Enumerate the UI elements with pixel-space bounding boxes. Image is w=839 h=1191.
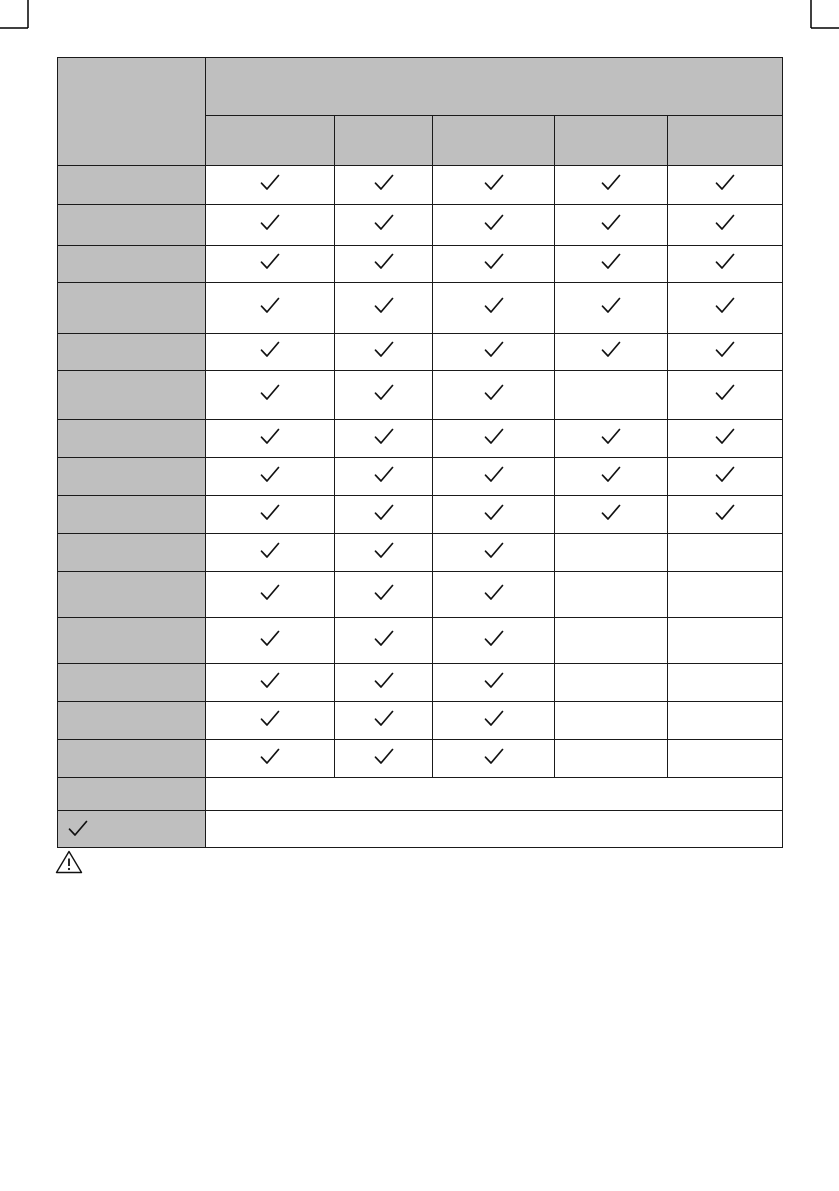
table-row bbox=[58, 205, 783, 246]
table-cell bbox=[335, 496, 433, 534]
table-cell bbox=[206, 458, 335, 496]
checkmark-icon bbox=[374, 672, 394, 689]
checkmark-icon bbox=[260, 542, 280, 559]
row-label bbox=[58, 283, 206, 334]
table-cell bbox=[555, 534, 668, 572]
checkmark-icon bbox=[715, 384, 735, 401]
checkmark-icon bbox=[374, 253, 394, 270]
row-label bbox=[58, 166, 206, 205]
table-cell bbox=[668, 740, 783, 778]
table-cell bbox=[206, 740, 335, 778]
checkmark-icon bbox=[484, 214, 504, 231]
table-cell bbox=[433, 283, 555, 334]
table-row bbox=[58, 283, 783, 334]
table-cell bbox=[433, 246, 555, 283]
footer-text bbox=[206, 778, 783, 811]
table-cell bbox=[433, 334, 555, 371]
table-cell bbox=[668, 496, 783, 534]
checkmark-icon bbox=[715, 297, 735, 314]
table-cell bbox=[335, 420, 433, 458]
checkmark-icon bbox=[715, 341, 735, 358]
checkmark-icon bbox=[374, 214, 394, 231]
row-label bbox=[58, 572, 206, 618]
row-label bbox=[58, 740, 206, 778]
checkmark-icon bbox=[260, 214, 280, 231]
column-header-2 bbox=[335, 116, 433, 166]
table-cell bbox=[555, 371, 668, 420]
checkmark-icon bbox=[715, 174, 735, 191]
row-label bbox=[58, 420, 206, 458]
checkmark-icon bbox=[484, 253, 504, 270]
table-cell bbox=[433, 702, 555, 740]
table-cell bbox=[668, 572, 783, 618]
table-cell bbox=[668, 371, 783, 420]
checkmark-icon bbox=[374, 584, 394, 601]
checkmark-icon bbox=[374, 542, 394, 559]
table-cell bbox=[335, 246, 433, 283]
checkmark-icon bbox=[260, 710, 280, 727]
table-cell bbox=[433, 496, 555, 534]
checkmark-icon bbox=[484, 428, 504, 445]
table-cell bbox=[433, 166, 555, 205]
table-cell bbox=[335, 702, 433, 740]
table-cell bbox=[206, 246, 335, 283]
checkmark-icon bbox=[715, 428, 735, 445]
table-cell bbox=[335, 283, 433, 334]
checkmark-icon bbox=[484, 542, 504, 559]
checkmark-icon bbox=[260, 428, 280, 445]
column-header-1 bbox=[206, 116, 335, 166]
checkmark-icon bbox=[260, 253, 280, 270]
table-cell bbox=[206, 420, 335, 458]
checkmark-icon bbox=[374, 710, 394, 727]
table-cell bbox=[335, 458, 433, 496]
warning-triangle-icon bbox=[55, 850, 83, 874]
table-cell bbox=[433, 458, 555, 496]
row-label bbox=[58, 534, 206, 572]
checkmark-icon bbox=[484, 710, 504, 727]
table-cell bbox=[668, 458, 783, 496]
table-cell bbox=[206, 702, 335, 740]
checkmark-icon bbox=[484, 466, 504, 483]
checkmark-icon bbox=[260, 672, 280, 689]
checkmark-icon bbox=[260, 466, 280, 483]
table-cell bbox=[433, 664, 555, 702]
footer-row bbox=[58, 778, 783, 811]
table-cell bbox=[668, 205, 783, 246]
table-cell bbox=[335, 166, 433, 205]
table-row bbox=[58, 702, 783, 740]
table-cell bbox=[668, 166, 783, 205]
checkmark-icon bbox=[260, 748, 280, 765]
table-cell bbox=[433, 572, 555, 618]
checkmark-icon bbox=[715, 214, 735, 231]
table-cell bbox=[555, 166, 668, 205]
checkmark-icon bbox=[374, 504, 394, 521]
table-cell bbox=[206, 534, 335, 572]
checkmark-icon bbox=[715, 504, 735, 521]
table-cell bbox=[433, 205, 555, 246]
table-cell bbox=[668, 246, 783, 283]
table-cell bbox=[555, 664, 668, 702]
table-row bbox=[58, 534, 783, 572]
checkmark-icon bbox=[484, 672, 504, 689]
checkmark-icon bbox=[484, 341, 504, 358]
table-row bbox=[58, 664, 783, 702]
checkmark-icon bbox=[484, 748, 504, 765]
table-cell bbox=[668, 283, 783, 334]
table-cell bbox=[335, 572, 433, 618]
checkmark-icon bbox=[260, 630, 280, 647]
table-cell bbox=[335, 618, 433, 664]
table-cell bbox=[206, 618, 335, 664]
checkmark-icon bbox=[601, 253, 621, 270]
table-cell bbox=[433, 740, 555, 778]
column-header-5 bbox=[668, 116, 783, 166]
checkmark-icon bbox=[374, 748, 394, 765]
table-row bbox=[58, 740, 783, 778]
table-cell bbox=[206, 166, 335, 205]
table-cell bbox=[206, 664, 335, 702]
table-cell bbox=[668, 618, 783, 664]
checkmark-icon bbox=[260, 584, 280, 601]
table-row bbox=[58, 420, 783, 458]
checkmark-icon bbox=[484, 297, 504, 314]
table-cell bbox=[668, 664, 783, 702]
table-cell bbox=[206, 205, 335, 246]
table-cell bbox=[668, 702, 783, 740]
checkmark-icon bbox=[374, 428, 394, 445]
table-cell bbox=[668, 534, 783, 572]
table-cell bbox=[668, 420, 783, 458]
table-row bbox=[58, 618, 783, 664]
checkmark-icon bbox=[68, 820, 88, 838]
checkmark-icon bbox=[601, 466, 621, 483]
row-label bbox=[58, 458, 206, 496]
checkmark-icon bbox=[484, 584, 504, 601]
table-cell bbox=[668, 334, 783, 371]
group-header-cell bbox=[206, 58, 783, 116]
table-cell bbox=[206, 371, 335, 420]
table-row bbox=[58, 371, 783, 420]
table-cell bbox=[206, 334, 335, 371]
crop-mark-top-left bbox=[0, 0, 30, 30]
checkmark-icon bbox=[374, 174, 394, 191]
table-cell bbox=[555, 283, 668, 334]
table-cell bbox=[335, 740, 433, 778]
table-cell bbox=[555, 246, 668, 283]
checkmark-icon bbox=[715, 253, 735, 270]
checkmark-icon bbox=[374, 466, 394, 483]
checkmark-icon bbox=[260, 341, 280, 358]
table-cell bbox=[335, 534, 433, 572]
row-label bbox=[58, 664, 206, 702]
checkmark-icon bbox=[601, 341, 621, 358]
row-label bbox=[58, 205, 206, 246]
table-row bbox=[58, 572, 783, 618]
checkmark-icon bbox=[601, 174, 621, 191]
footer-row bbox=[58, 811, 783, 848]
row-label bbox=[58, 371, 206, 420]
feature-table bbox=[57, 57, 783, 848]
checkmark-icon bbox=[260, 384, 280, 401]
row-label bbox=[58, 702, 206, 740]
table-cell bbox=[555, 702, 668, 740]
checkmark-icon bbox=[484, 384, 504, 401]
table-cell bbox=[555, 496, 668, 534]
row-header-cell bbox=[58, 58, 206, 166]
checkmark-icon bbox=[374, 384, 394, 401]
checkmark-icon bbox=[601, 504, 621, 521]
checkmark-icon bbox=[601, 214, 621, 231]
footer-label bbox=[58, 778, 206, 811]
crop-mark-top-right bbox=[809, 0, 839, 30]
table-cell bbox=[433, 618, 555, 664]
row-label bbox=[58, 246, 206, 283]
table-cell bbox=[206, 283, 335, 334]
checkmark-icon bbox=[715, 466, 735, 483]
table-cell bbox=[335, 334, 433, 371]
footer-label bbox=[58, 811, 206, 848]
checkmark-icon bbox=[484, 630, 504, 647]
table-cell bbox=[555, 420, 668, 458]
checkmark-icon bbox=[374, 630, 394, 647]
checkmark-icon bbox=[374, 341, 394, 358]
table-row bbox=[58, 334, 783, 371]
table-cell bbox=[335, 371, 433, 420]
checkmark-icon bbox=[484, 174, 504, 191]
checkmark-icon bbox=[484, 504, 504, 521]
checkmark-icon bbox=[601, 428, 621, 445]
checkmark-icon bbox=[374, 297, 394, 314]
table-cell bbox=[335, 205, 433, 246]
table-cell bbox=[555, 205, 668, 246]
checkmark-icon bbox=[260, 504, 280, 521]
column-header-4 bbox=[555, 116, 668, 166]
table-cell bbox=[555, 334, 668, 371]
row-label bbox=[58, 496, 206, 534]
table-cell bbox=[555, 618, 668, 664]
footer-text bbox=[206, 811, 783, 848]
checkmark-icon bbox=[260, 297, 280, 314]
checkmark-icon bbox=[260, 174, 280, 191]
table-row bbox=[58, 246, 783, 283]
table-row bbox=[58, 496, 783, 534]
column-header-3 bbox=[433, 116, 555, 166]
table-cell bbox=[433, 534, 555, 572]
table-cell bbox=[555, 458, 668, 496]
table-cell bbox=[433, 371, 555, 420]
table-row bbox=[58, 166, 783, 205]
table-cell bbox=[555, 572, 668, 618]
table-cell bbox=[206, 496, 335, 534]
table-cell bbox=[335, 664, 433, 702]
table-cell bbox=[555, 740, 668, 778]
checkmark-icon bbox=[601, 297, 621, 314]
row-label bbox=[58, 334, 206, 371]
table-cell bbox=[433, 420, 555, 458]
row-label bbox=[58, 618, 206, 664]
table-cell bbox=[206, 572, 335, 618]
table-row bbox=[58, 458, 783, 496]
